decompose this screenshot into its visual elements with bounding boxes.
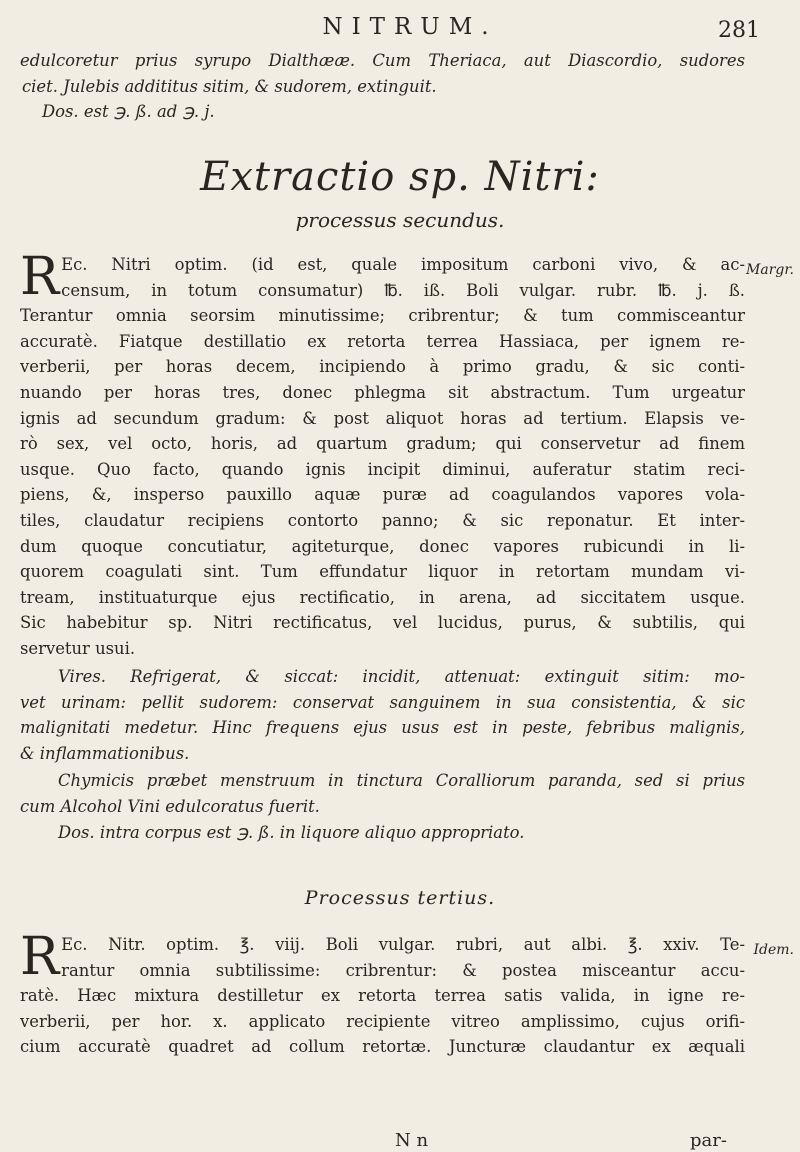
- text-line: cium accuratè quadret ad collum retortæ. Juncturæ claudantur ex æquali: [20, 1037, 745, 1057]
- text-line: Dos. intra corpus est ℈. ß. in liquore aliquo appropriato.: [58, 823, 525, 842]
- text-line: Ec. Nitr. optim. ℥. viij. Boli vulgar. rubri, aut albi. ℥. xxiv. Te-: [61, 935, 745, 954]
- section-heading-2: Processus tertius.: [304, 887, 496, 909]
- marginal-note: Margr.: [746, 262, 794, 278]
- intro-line: edulcoretur prius syrupo Dialthææ. Cum Theriaca, aut Diascordio, sudores: [20, 51, 745, 70]
- paragraph-dosis: [20, 820, 745, 846]
- paragraph-chymicis: [20, 768, 745, 819]
- text-line: dum quoque concutiatur, agiteturque, donec vapores rubicundi in li-: [20, 536, 745, 556]
- text-line: malignitati medetur. Hinc frequens ejus usus est in peste, febribus malignis,: [20, 718, 745, 738]
- section-heading: Extractio sp. Nitri:: [200, 154, 600, 200]
- text-line: Sic habebitur sp. Nitri rectificatus, vel lucidus, purus, & subtilis, qui: [20, 613, 745, 633]
- text-line: cum Alcohol Vini edulcoratus fuerit.: [20, 796, 320, 816]
- text-line: Chymicis præbet menstruum in tinctura Coralliorum paranda, sed si prius: [58, 771, 745, 790]
- intro-line: Dos. est ℈. ß. ad ℈. j.: [42, 102, 215, 122]
- text-line: ratè. Hæc mixtura destilletur ex retorta terrea satis valida, in igne re-: [20, 986, 745, 1006]
- text-line: tream, instituaturque ejus rectificatio, in arena, ad siccitatem usque.: [20, 587, 745, 607]
- text-line: nuando per horas tres, donec phlegma sit abstractum. Tum urgeatur: [20, 382, 745, 402]
- intro-text: [20, 48, 745, 125]
- section-subheading: processus secundus.: [295, 208, 505, 232]
- text-line: rantur omnia subtilissime: cribrentur: & postea misceantur accu-: [61, 960, 745, 980]
- paragraph-recipe-2: [20, 927, 745, 1060]
- drop-cap: R: [20, 927, 60, 987]
- text-line: Terantur omnia seorsim minutissime; cribrentur; & tum commisceantur: [20, 306, 745, 326]
- page-number: 281: [718, 18, 760, 43]
- text-line: verberii, per hor. x. applicato recipiente vitreo amplissimo, cujus orifi-: [20, 1011, 745, 1031]
- text-line: vet urinam: pellit sudorem: conservat sanguinem in sua consistentia, & sic: [20, 692, 745, 712]
- text-line: quorem coagulati sint. Tum effundatur liquor in retortam mundam vi-: [20, 562, 745, 582]
- text-line: Vires. Refrigerat, & siccat: incidit, attenuat: extinguit sitim: mo-: [58, 667, 745, 686]
- text-line: accuratè. Fiatque destillatio ex retorta terrea Hassiaca, per ignem re-: [20, 331, 745, 351]
- signature-mark: N n: [395, 1130, 429, 1151]
- text-line: usque. Quo facto, quando ignis incipit diminui, auferatur statim reci-: [20, 459, 745, 479]
- text-line: & inflammationibus.: [20, 743, 190, 763]
- running-head: [60, 14, 760, 44]
- text-line: censum, in totum consumatur) ℔. iß. Boli vulgar. rubr. ℔. j. ß.: [61, 280, 745, 300]
- drop-cap: R: [20, 247, 60, 307]
- text-line: Ec. Nitri optim. (id est, quale impositum carboni vivo, & ac-: [61, 255, 745, 274]
- intro-line: ciet. Julebis addititus sitim, & sudorem, extinguit.: [22, 76, 437, 96]
- paragraph-vires: [20, 664, 745, 766]
- text-line: tiles, claudatur recipiens contorto panno; & sic reponatur. Et inter-: [20, 510, 745, 530]
- catchword: par-: [690, 1130, 727, 1151]
- paragraph-recipe-1: [20, 247, 745, 662]
- marginal-note: Idem.: [753, 942, 794, 958]
- running-title: NITRUM.: [322, 14, 498, 40]
- text-line: ignis ad secundum gradum: & post aliquot horas ad tertium. Elapsis ve-: [20, 408, 745, 428]
- text-line: piens, &, insperso pauxillo aquæ puræ ad coagulandos vapores vola-: [20, 485, 745, 505]
- text-line: rò sex, vel octo, horis, ad quartum gradum; qui conservetur ad finem: [20, 434, 745, 454]
- text-line: verberii, per horas decem, incipiendo à primo gradu, & sic conti-: [20, 357, 745, 377]
- text-line: servetur usui.: [20, 638, 136, 658]
